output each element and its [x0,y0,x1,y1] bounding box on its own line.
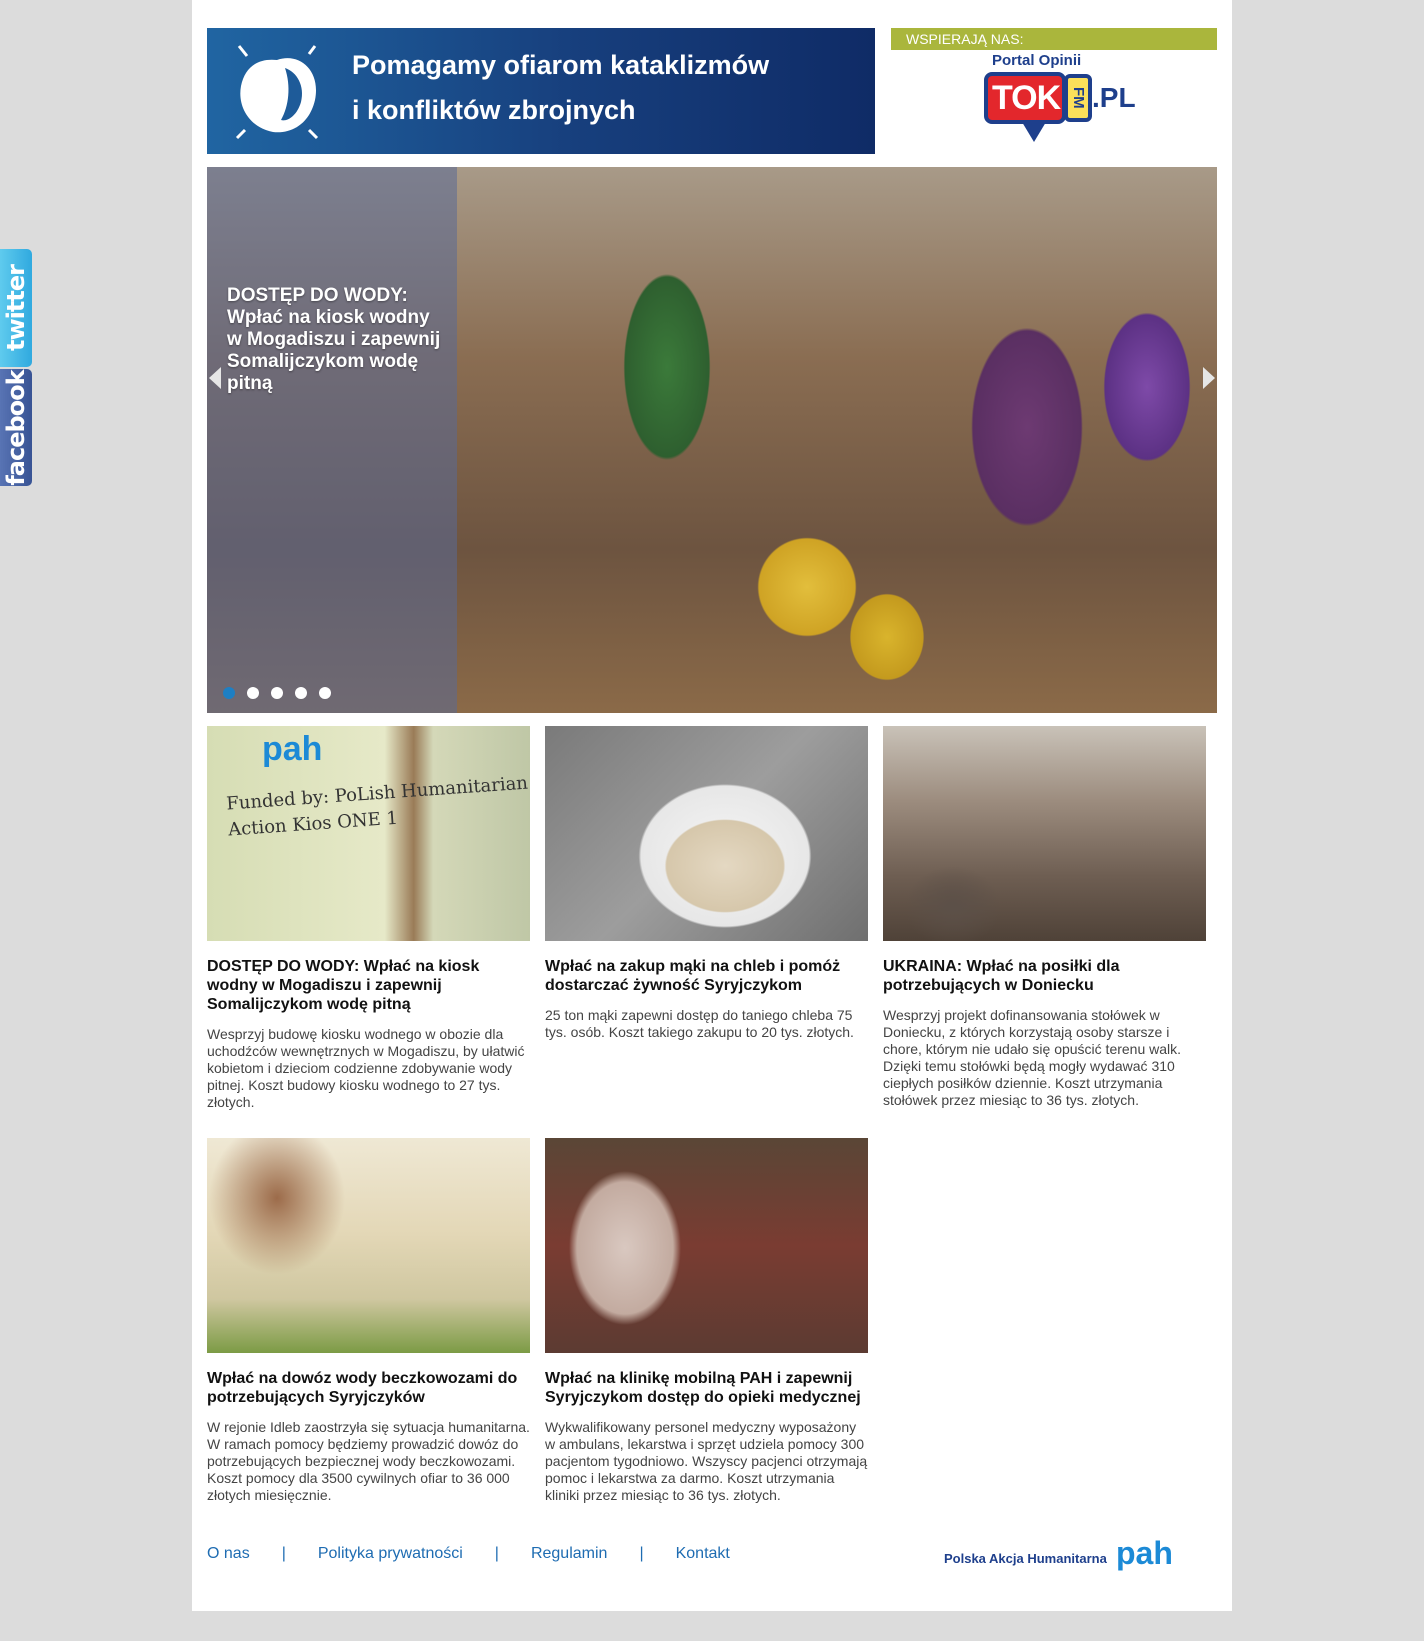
slide-caption[interactable]: DOSTĘP DO WODY: Wpłać na kiosk wodny w Mogadiszu i zapewnij Somalijczykom wodę pitną [227,285,441,394]
tokfm-pl-text: .PL [1092,82,1136,113]
campaign-thumbnail[interactable] [883,726,1206,941]
campaign-thumbnail[interactable] [207,1138,530,1353]
hero-slider[interactable] [207,167,1217,713]
pah-mark: pah [1116,1535,1173,1571]
campaign-thumbnail[interactable] [545,726,868,941]
pah-footer-logo[interactable] [944,1535,1219,1579]
header-banner[interactable] [207,28,875,154]
footer-separator: | [281,1545,286,1562]
banner-title-line1: Pomagamy ofiarom kataklizmów [352,50,770,80]
page-container [192,0,1232,1611]
slider-dot[interactable] [223,687,235,699]
slider-dot[interactable] [319,687,331,699]
twitter-label: twitter [2,265,30,351]
facebook-tab[interactable] [0,369,32,486]
pah-org-name: Polska Akcja Humanitarna [944,1551,1107,1566]
campaign-title[interactable]: DOSTĘP DO WODY: Wpłać na kiosk wodny w Mogadiszu i zapewnij Somalijczykom wodę pitną [207,958,480,1013]
campaign-card[interactable] [883,726,1206,1109]
tokfm-fm-text: FM [1064,74,1092,122]
campaign-description: Wykwalifikowany personel medyczny wyposażony w ambulans, lekarstwa i sprzęt udziela pomocy 300 pacjentom tygodniowo. Wszyscy pacjenci otrzymają pomoc i lekarstwa za darmo. Koszt utrzymania kliniki przez miesiąc to 36 tys. złotych. [545,1419,868,1503]
tokfm-speech-tail [1022,122,1046,142]
footer-nav [207,1545,730,1563]
campaign-description: 25 ton mąki zapewni dostęp do taniego chleba 75 tys. osób. Koszt takiego zakupu to 20 tys. złotych. [545,1007,854,1040]
campaign-card[interactable] [207,1138,530,1504]
facebook-label: facebook [2,369,30,486]
footer-link-contact[interactable]: Kontakt [675,1545,730,1562]
slider-next-arrow-icon[interactable] [1203,367,1215,389]
campaign-card[interactable] [207,726,530,1111]
thumb-pah-logo: pah [262,730,323,768]
supporters-label: WSPIERAJĄ NAS: [891,28,1217,50]
banner-title-line2: i konfliktów zbrojnych [352,95,636,125]
footer-separator: | [639,1545,644,1562]
thumb-kiosk-sign: Funded by: PoLish Humanitarian Action Kios ONE 1 [225,772,529,841]
campaign-thumbnail[interactable] [207,726,530,941]
footer-link-terms[interactable]: Regulamin [530,1545,608,1562]
slider-dot[interactable] [271,687,283,699]
slider-dot[interactable] [247,687,259,699]
footer-link-about[interactable]: O nas [207,1545,250,1562]
slider-dot[interactable] [295,687,307,699]
twitter-tab[interactable] [0,249,32,367]
campaign-card[interactable] [545,1138,868,1504]
campaign-card[interactable] [545,726,868,1041]
footer-link-privacy[interactable]: Polityka prywatności [317,1545,463,1562]
tokfm-logo[interactable] [984,52,1134,147]
tokfm-portal-text: Portal Opinii [992,52,1082,69]
slider-dots [223,687,331,699]
campaign-description: Wesprzyj projekt dofinansowania stołówek w Doniecku, z których korzystają osoby starsze i chore, którym nie udało się opuścić terenu walk. Dzięki temu stołówki będą mogły wydawać 310 ciepłych posiłków dziennie. Koszt utrzymania stołówek przez miesiąc to 36 tys. złotych. [883,1007,1182,1108]
pah-apple-logo-icon [229,42,325,142]
campaign-description: W rejonie Idleb zaostrzyła się sytuacja humanitarna. W ramach pomocy będziemy prowadzić dowóz do potrzebujących bezpiecznej wody beczkowozami. Koszt pomocy dla 3500 cywilnych ofiar to 36 000 złotych miesięcznie. [207,1419,530,1503]
campaign-thumbnail[interactable] [545,1138,868,1353]
campaign-title[interactable]: Wpłać na zakup mąki na chleb i pomóż dostarczać żywność Syryjczykom [545,958,841,994]
slider-caption-overlay [207,167,457,713]
campaign-description: Wesprzyj budowę kiosku wodnego w obozie dla uchodźców wewnętrznych w Mogadiszu, by ułatwić kobietom i dzieciom codzienne zdobywanie wody pitnej. Koszt budowy kiosku wodnego to 27 tys. złotych. [207,1026,525,1110]
campaign-title[interactable]: Wpłać na klinikę mobilną PAH i zapewnij Syryjczykom dostęp do opieki medycznej [545,1370,861,1406]
slider-prev-arrow-icon[interactable] [209,367,221,389]
tokfm-main-text: TOK [984,72,1066,124]
footer-separator: | [494,1545,499,1562]
campaign-title[interactable]: UKRAINA: Wpłać na posiłki dla potrzebujących w Doniecku [883,958,1120,994]
campaign-title[interactable]: Wpłać na dowóz wody beczkowozami do potrzebujących Syryjczyków [207,1370,518,1406]
